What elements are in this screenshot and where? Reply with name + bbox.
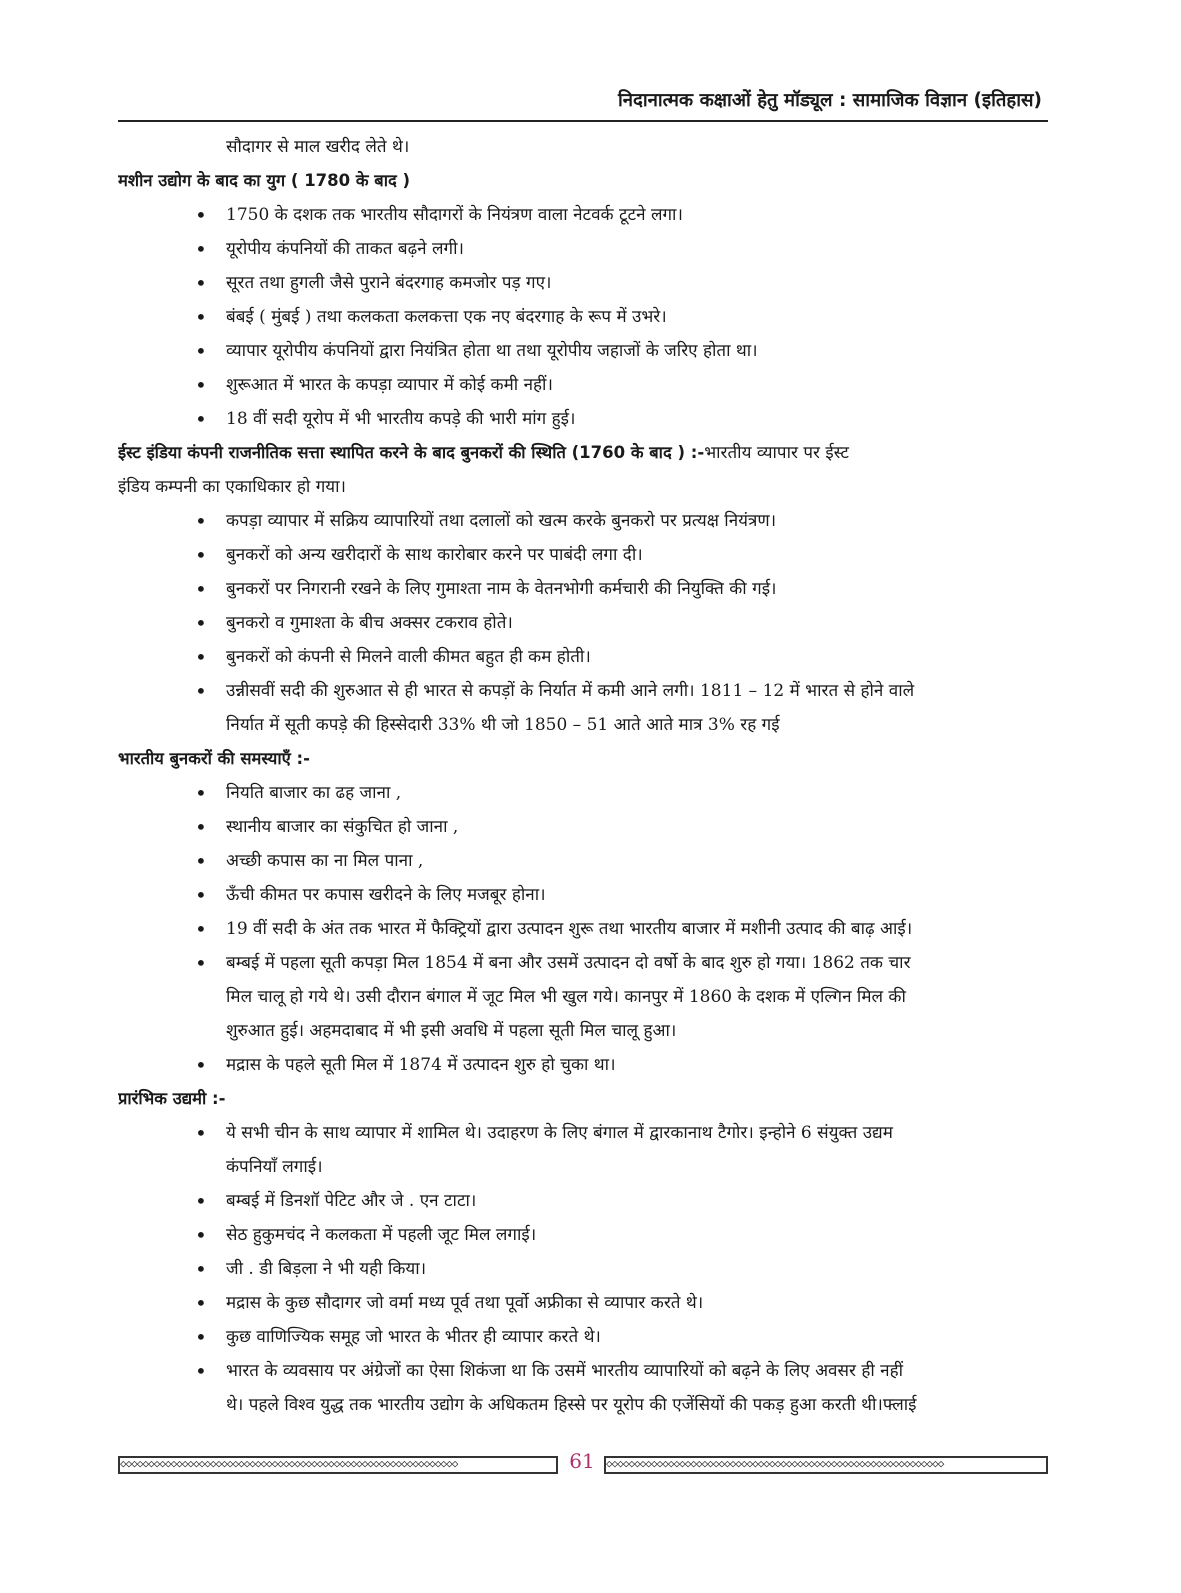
- list-item-continuation: मिल चालू हो गये थे। उसी दौरान बंगाल में जूट मिल भी खुल गये। कानपुर में 1860 के दशक में एल्गिन मिल की: [226, 987, 906, 1007]
- bullet-icon: •: [195, 1223, 207, 1247]
- heading-tail-text: भारतीय व्यापार पर ईस्ट: [704, 443, 849, 463]
- list-item-text: 18 वीं सदी यूरोप में भी भारतीय कपड़े की भारी मांग हुई।: [226, 409, 576, 429]
- list-item-text: बम्बई में पहला सूती कपड़ा मिल 1854 में बना और उसमें उत्पादन दो वर्षो के बाद शुरु हो गया। 1862 तक चार: [226, 953, 911, 973]
- list-item: [118, 606, 1050, 640]
- list-item: [118, 946, 1050, 980]
- list-item: [118, 912, 1050, 946]
- list-item: [118, 572, 1050, 606]
- list-item-text: बंबई ( मुंबई ) तथा कलकता कलकत्ता एक नए बंदरगाह के रूप में उभरे।: [226, 307, 667, 327]
- list-item-text: यूरोपीय कंपनियों की ताकत बढ़ने लगी।: [226, 239, 464, 259]
- list-item: [118, 640, 1050, 674]
- list-item: [118, 1252, 1050, 1286]
- list-item: [118, 878, 1050, 912]
- paragraph-line: इंडिय कम्पनी का एकाधिकार हो गया।: [118, 477, 346, 497]
- running-header: [118, 84, 1048, 122]
- bullet-icon: •: [195, 849, 207, 873]
- list-item-text: कपड़ा व्यापार में सक्रिय व्यापारियों तथा दलालों को खत्म करके बुनकरो पर प्रत्यक्ष नियंत्रण।: [226, 511, 777, 531]
- bullet-icon: •: [195, 1053, 207, 1077]
- bullet-icon: •: [195, 1257, 207, 1281]
- list-item-text: भारत के व्यवसाय पर अंग्रेजों का ऐसा शिकंजा था कि उसमें भारतीय व्यापारियों को बढ़ने के लिए अवसर ही नहीं: [226, 1361, 904, 1381]
- list-item: [118, 1116, 1050, 1150]
- bullet-icon: •: [195, 577, 207, 601]
- list-item: [118, 402, 1050, 436]
- list-item-text: मद्रास के कुछ सौदागर जो वर्मा मध्य पूर्व तथा पूर्वो अफ्रीका से व्यापार करते थे।: [226, 1293, 704, 1313]
- bullet-icon: •: [195, 305, 207, 329]
- list-item-text: 1750 के दशक तक भारतीय सौदागरों के नियंत्रण वाला नेटवर्क टूटने लगा।: [226, 205, 683, 225]
- list-item: [118, 1354, 1050, 1388]
- bullet-icon: •: [195, 611, 207, 635]
- bullet-icon: •: [195, 237, 207, 261]
- section-heading: भारतीय बुनकरों की समस्याएँ :-: [118, 749, 310, 768]
- bullet-icon: •: [195, 203, 207, 227]
- list-item-text: ये सभी चीन के साथ व्यापार में शामिल थे। उदाहरण के लिए बंगाल में द्वारकानाथ टैगोर। इन्होने 6 संयुक्त उद्यम: [226, 1123, 893, 1143]
- bullet-icon: •: [195, 1325, 207, 1349]
- list-item-text: अच्छी कपास का ना मिल पाना ,: [226, 851, 424, 871]
- list-item: [118, 1048, 1050, 1082]
- list-item: [118, 674, 1050, 708]
- list-item-text: मद्रास के पहले सूती मिल में 1874 में उत्पादन शुरु हो चुका था।: [226, 1055, 616, 1075]
- list-item: [118, 1286, 1050, 1320]
- list-item-continuation: थे। पहले विश्व युद्ध तक भारतीय उद्योग के अधिकतम हिस्से पर यूरोप की एजेंसियों की पकड़ हुआ करती थी।फ्लाई: [226, 1395, 917, 1415]
- list-item-text: शुरूआत में भारत के कपड़ा व्यापार में कोई कमी नहीं।: [226, 375, 553, 395]
- list-item: [118, 198, 1050, 232]
- bullet-icon: •: [195, 1121, 207, 1145]
- bullet-icon: •: [195, 1359, 207, 1383]
- list-item: [118, 232, 1050, 266]
- paragraph-line: सौदागर से माल खरीद लेते थे।: [226, 137, 410, 157]
- bullet-icon: •: [195, 815, 207, 839]
- bullet-icon: •: [195, 407, 207, 431]
- list-item: [118, 810, 1050, 844]
- page-body: [118, 130, 1050, 1422]
- list-item: [118, 300, 1050, 334]
- list-item: [118, 1218, 1050, 1252]
- list-item: [118, 538, 1050, 572]
- list-item: [118, 776, 1050, 810]
- list-item: [118, 844, 1050, 878]
- list-item-text: बम्बई में डिनशॉ पेटिट और जे . एन टाटा।: [226, 1191, 477, 1211]
- list-item: [118, 334, 1050, 368]
- decorative-border-left: ◇◇◇◇◇◇◇◇◇◇◇◇◇◇◇◇◇◇◇◇◇◇◇◇◇◇◇◇◇◇◇◇◇◇◇◇◇◇◇◇◇◇◇◇◇◇◇◇◇◇◇◇◇◇◇◇◇◇◇◇: [118, 1456, 558, 1474]
- list-item-text: सेठ हुकुमचंद ने कलकता में पहली जूट मिल लगाई।: [226, 1225, 537, 1245]
- list-item-text: ऊँची कीमत पर कपास खरीदने के लिए मजबूर होना।: [226, 885, 546, 905]
- list-item-text: सूरत तथा हुगली जैसे पुराने बंदरगाह कमजोर पड़ गए।: [226, 273, 552, 293]
- decorative-border-right: ◇◇◇◇◇◇◇◇◇◇◇◇◇◇◇◇◇◇◇◇◇◇◇◇◇◇◇◇◇◇◇◇◇◇◇◇◇◇◇◇◇◇◇◇◇◇◇◇◇◇◇◇◇◇◇◇◇◇◇◇: [604, 1456, 1048, 1474]
- list-item-continuation: कंपनियाँ लगाई।: [226, 1157, 323, 1177]
- bullet-icon: •: [195, 339, 207, 363]
- list-item-text: स्थानीय बाजार का संकुचित हो जाना ,: [226, 817, 459, 837]
- bullet-icon: •: [195, 1291, 207, 1315]
- bullet-icon: •: [195, 781, 207, 805]
- bullet-icon: •: [195, 645, 207, 669]
- list-item: [118, 1184, 1050, 1218]
- list-item-text: उन्नीसवीं सदी की शुरुआत से ही भारत से कपड़ों के निर्यात में कमी आने लगी। 1811 – 12 में भारत से होने वाले: [226, 681, 915, 701]
- bullet-icon: •: [195, 271, 207, 295]
- bullet-icon: •: [195, 543, 207, 567]
- list-item-text: बुनकरो व गुमाश्ता के बीच अक्सर टकराव होते।: [226, 613, 513, 633]
- list-item-text: बुनकरों को अन्य खरीदारों के साथ कारोबार करने पर पाबंदी लगा दी।: [226, 545, 643, 565]
- section-heading: ईस्ट इंडिया कंपनी राजनीतिक सत्ता स्थापित करने के बाद बुनकरों की स्थिति (1760 के बाद ) :-: [118, 443, 705, 462]
- list-item: [118, 368, 1050, 402]
- list-item: [118, 504, 1050, 538]
- section-heading: मशीन उद्योग के बाद का युग ( 1780 के बाद ): [118, 171, 411, 190]
- bullet-icon: •: [195, 917, 207, 941]
- list-item-text: जी . डी बिड़ला ने भी यही किया।: [226, 1259, 427, 1279]
- bullet-icon: •: [195, 1189, 207, 1213]
- section-heading: प्रारंभिक उद्यमी :-: [118, 1089, 226, 1108]
- bullet-icon: •: [195, 883, 207, 907]
- list-item-text: व्यापार यूरोपीय कंपनियों द्वारा नियंत्रित होता था तथा यूरोपीय जहाजों के जरिए होता था।: [226, 341, 758, 361]
- bullet-icon: •: [195, 951, 207, 975]
- bullet-icon: •: [195, 509, 207, 533]
- bullet-icon: •: [195, 679, 207, 703]
- page-footer: [118, 1449, 1048, 1482]
- list-item-text: 19 वीं सदी के अंत तक भारत में फैक्ट्रियों द्वारा उत्पादन शुरू तथा भारतीय बाजार में मशीनी उत्पाद की बाढ़ आई।: [226, 919, 913, 939]
- header-title: निदानात्मक कक्षाओं हेतु मॉड्यूल : सामाजिक विज्ञान (इतिहास): [617, 90, 1042, 111]
- list-item-continuation: शुरुआत हुई। अहमदाबाद में भी इसी अवधि में पहला सूती मिल चालू हुआ।: [226, 1021, 677, 1041]
- page-number: 61: [569, 1449, 595, 1473]
- list-item-text: बुनकरों को कंपनी से मिलने वाली कीमत बहुत ही कम होती।: [226, 647, 591, 667]
- list-item-text: कुछ वाणिज्यिक समूह जो भारत के भीतर ही व्यापार करते थे।: [226, 1327, 601, 1347]
- list-item-continuation: निर्यात में सूती कपड़े की हिस्सेदारी 33% थी जो 1850 – 51 आते आते मात्र 3% रह गई: [226, 715, 780, 735]
- list-item-text: नियति बाजार का ढह जाना ,: [226, 783, 402, 803]
- list-item-text: बुनकरों पर निगरानी रखने के लिए गुमाश्ता नाम के वेतनभोगी कर्मचारी की नियुक्ति की गई।: [226, 579, 777, 599]
- section-heading-line: [118, 436, 1050, 470]
- bullet-icon: •: [195, 373, 207, 397]
- list-item: [118, 1320, 1050, 1354]
- list-item: [118, 266, 1050, 300]
